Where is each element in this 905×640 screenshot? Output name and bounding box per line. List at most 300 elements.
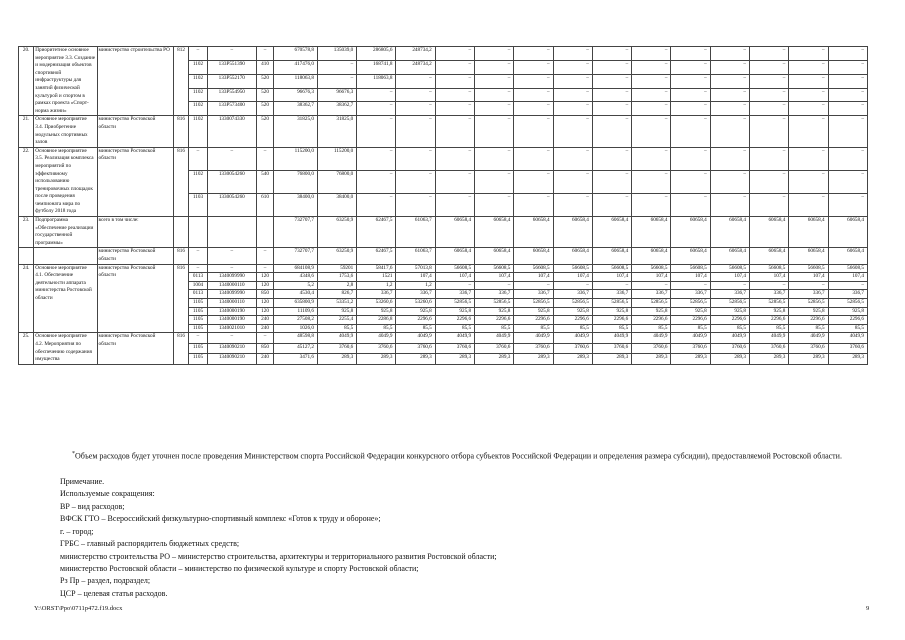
- amount-cell: 60658,4: [750, 248, 789, 264]
- amount-cell: 60658,4: [632, 248, 671, 264]
- amount-cell: 85,5: [475, 324, 514, 333]
- code-cell: [189, 217, 208, 248]
- event-name-cell: Подпрограмма «Обеспечение реализации государственной программы»: [34, 217, 97, 248]
- abbreviation-item: Рз Пр – раздел, подраздел;: [60, 576, 151, 586]
- amount-cell: –: [671, 193, 710, 216]
- code-cell: 1102: [189, 60, 208, 74]
- amount-cell: 2296,6: [592, 316, 631, 325]
- amount-cell: –: [553, 88, 592, 102]
- amount-cell: –: [514, 60, 553, 74]
- table-row: [19, 264, 868, 273]
- amount-cell: –: [789, 147, 828, 170]
- code-cell: 1102: [189, 116, 208, 147]
- amount-cell: –: [632, 102, 671, 116]
- amount-cell: 2296,6: [553, 316, 592, 325]
- amount-cell: 62467,5: [357, 217, 396, 248]
- amount-cell: 115200,0: [317, 147, 356, 170]
- amount-cell: 2296,6: [435, 316, 474, 325]
- amount-cell: 52856,5: [475, 299, 514, 308]
- amount-cell: 61063,7: [396, 217, 435, 248]
- code-cell: 1102: [189, 74, 208, 88]
- amount-cell: 56608,5: [632, 264, 671, 273]
- amount-cell: 60658,4: [671, 217, 710, 248]
- amount-cell: 3760,6: [632, 343, 671, 353]
- amount-cell: 925,8: [671, 307, 710, 316]
- amount-cell: 96676,3: [317, 88, 356, 102]
- amount-cell: 52856,5: [632, 299, 671, 308]
- amount-cell: 85,5: [514, 324, 553, 333]
- amount-cell: 4049,9: [671, 333, 710, 343]
- amount-cell: –: [475, 147, 514, 170]
- amount-cell: –: [592, 47, 631, 61]
- amount-cell: –: [514, 116, 553, 147]
- event-name-cell: Основное мероприятие 4.1. Обеспечение деятельности аппарата министерства Ростовской области: [34, 264, 97, 333]
- amount-cell: –: [789, 170, 828, 193]
- code-cell: 1102: [189, 88, 208, 102]
- code-cell: 1105: [189, 307, 208, 316]
- code-cell: –: [189, 47, 208, 61]
- amount-cell: 85,5: [632, 324, 671, 333]
- amount-cell: –: [396, 74, 435, 88]
- amount-cell: –: [789, 116, 828, 147]
- code-cell: 1103: [189, 193, 208, 216]
- amount-cell: 289,3: [553, 354, 592, 364]
- amount-cell: 168741,8: [357, 60, 396, 74]
- amount-cell: –: [553, 281, 592, 290]
- amount-cell: –: [553, 170, 592, 193]
- code-cell: 240: [256, 354, 273, 364]
- amount-cell: –: [357, 193, 396, 216]
- amount-cell: 925,8: [435, 307, 474, 316]
- table-row: [19, 333, 868, 343]
- amount-cell: 3760,6: [592, 343, 631, 353]
- amount-cell: –: [750, 281, 789, 290]
- amount-cell: 3760,6: [750, 343, 789, 353]
- row-number-cell: 22.: [19, 147, 34, 216]
- code-cell: 850: [256, 290, 273, 299]
- amount-cell: 925,8: [475, 307, 514, 316]
- row-number-cell: [19, 248, 34, 264]
- amount-cell: 85,5: [553, 324, 592, 333]
- amount-cell: 52856,5: [514, 299, 553, 308]
- code-cell: 410: [256, 60, 273, 74]
- amount-cell: 925,8: [789, 307, 828, 316]
- amount-cell: 2296,6: [396, 316, 435, 325]
- amount-cell: –: [671, 281, 710, 290]
- amount-cell: 925,8: [357, 307, 396, 316]
- notes-section: [60, 448, 870, 600]
- amount-cell: 289,3: [750, 354, 789, 364]
- amount-cell: 336,7: [396, 290, 435, 299]
- amount-cell: –: [357, 116, 396, 147]
- amount-cell: 38362,7: [317, 102, 356, 116]
- table-row: [19, 47, 868, 61]
- amount-cell: –: [435, 170, 474, 193]
- amount-cell: 107,4: [553, 273, 592, 282]
- amount-cell: 289,3: [592, 354, 631, 364]
- amount-cell: 2296,6: [789, 316, 828, 325]
- amount-cell: 60658,4: [828, 217, 867, 248]
- grbs-cell: 816: [173, 264, 188, 333]
- amount-cell: –: [632, 193, 671, 216]
- amount-cell: –: [592, 102, 631, 116]
- footnote: [60, 448, 870, 463]
- amount-cell: –: [475, 88, 514, 102]
- amount-cell: –: [710, 170, 749, 193]
- amount-cell: –: [317, 74, 356, 88]
- amount-cell: –: [396, 102, 435, 116]
- amount-cell: 925,8: [396, 307, 435, 316]
- table-row: [19, 147, 868, 170]
- amount-cell: 4049,9: [396, 333, 435, 343]
- amount-cell: 60658,4: [789, 217, 828, 248]
- amount-cell: 56608,5: [475, 264, 514, 273]
- amount-cell: 336,7: [828, 290, 867, 299]
- amount-cell: –: [828, 60, 867, 74]
- code-cell: 120: [256, 273, 273, 282]
- code-cell: 1340099990: [207, 273, 256, 282]
- code-cell: 1102: [189, 102, 208, 116]
- amount-cell: 4049,9: [592, 333, 631, 343]
- amount-cell: –: [750, 47, 789, 61]
- amount-cell: 289,3: [475, 354, 514, 364]
- code-cell: –: [207, 47, 256, 61]
- amount-cell: –: [514, 170, 553, 193]
- amount-cell: 3760,6: [514, 343, 553, 353]
- amount-cell: 38400,0: [317, 193, 356, 216]
- amount-cell: 53260,6: [357, 299, 396, 308]
- amount-cell: 925,8: [592, 307, 631, 316]
- amount-cell: 60658,4: [710, 217, 749, 248]
- amount-cell: 732707,7: [274, 217, 318, 248]
- responsible-cell: министерство Ростовской области: [97, 264, 173, 333]
- amount-cell: 336,7: [592, 290, 631, 299]
- amount-cell: 56608,5: [671, 264, 710, 273]
- amount-cell: 289,3: [828, 354, 867, 364]
- amount-cell: 3760,6: [475, 343, 514, 353]
- amount-cell: 85,5: [710, 324, 749, 333]
- code-cell: 520: [256, 116, 273, 147]
- amount-cell: 107,4: [750, 273, 789, 282]
- code-cell: 120: [256, 307, 273, 316]
- page-number: 9: [866, 605, 870, 612]
- code-cell: 1004: [189, 281, 208, 290]
- amount-cell: –: [671, 170, 710, 193]
- amount-cell: –: [553, 47, 592, 61]
- amount-cell: –: [632, 116, 671, 147]
- code-cell: 1340099990: [207, 290, 256, 299]
- code-cell: 120: [256, 299, 273, 308]
- amount-cell: 635800,9: [274, 299, 318, 308]
- amount-cell: –: [750, 60, 789, 74]
- amount-cell: 4049,9: [435, 333, 474, 343]
- file-path-footer: Y:\ORST\Ppo\0711p472.f19.docx: [34, 605, 123, 612]
- amount-cell: 925,8: [710, 307, 749, 316]
- code-cell: 1340000190: [207, 316, 256, 325]
- amount-cell: 248734,2: [396, 60, 435, 74]
- amount-cell: 58417,6: [357, 264, 396, 273]
- amount-cell: –: [828, 170, 867, 193]
- amount-cell: 2286,8: [357, 316, 396, 325]
- amount-cell: –: [789, 47, 828, 61]
- amount-cell: 60658,4: [710, 248, 749, 264]
- amount-cell: 336,7: [514, 290, 553, 299]
- code-cell: 1330054260: [207, 193, 256, 216]
- code-cell: 1105: [189, 343, 208, 353]
- code-cell: 520: [256, 88, 273, 102]
- code-cell: 133P554950: [207, 88, 256, 102]
- amount-cell: 52856,5: [710, 299, 749, 308]
- amount-cell: –: [710, 116, 749, 147]
- code-cell: 1105: [189, 354, 208, 364]
- amount-cell: –: [435, 281, 474, 290]
- amount-cell: 925,8: [750, 307, 789, 316]
- amount-cell: 3760,6: [828, 343, 867, 353]
- event-name-cell: Основное мероприятие 3.5. Реализация комплекса мероприятий по эффективному использованию тренировочных площадок после проведения чемпионата мира по футболу 2018 года: [34, 147, 97, 216]
- code-cell: 850: [256, 343, 273, 353]
- amount-cell: –: [435, 102, 474, 116]
- amount-cell: –: [632, 147, 671, 170]
- amount-cell: –: [750, 102, 789, 116]
- amount-cell: –: [710, 147, 749, 170]
- amount-cell: –: [553, 102, 592, 116]
- amount-cell: –: [710, 60, 749, 74]
- amount-cell: 107,4: [828, 273, 867, 282]
- amount-cell: –: [514, 47, 553, 61]
- amount-cell: –: [710, 281, 749, 290]
- amount-cell: –: [357, 102, 396, 116]
- amount-cell: –: [710, 74, 749, 88]
- amount-cell: –: [592, 88, 631, 102]
- amount-cell: 4049,9: [317, 333, 356, 343]
- amount-cell: 336,7: [750, 290, 789, 299]
- amount-cell: 3760,6: [789, 343, 828, 353]
- amount-cell: 107,4: [396, 273, 435, 282]
- amount-cell: 336,7: [357, 290, 396, 299]
- amount-cell: 56608,5: [514, 264, 553, 273]
- amount-cell: 53351,2: [317, 299, 356, 308]
- code-cell: 1340090210: [207, 354, 256, 364]
- amount-cell: –: [553, 116, 592, 147]
- amount-cell: 52856,5: [553, 299, 592, 308]
- amount-cell: 27508,2: [274, 316, 318, 325]
- code-cell: 1340000110: [207, 281, 256, 290]
- amount-cell: –: [750, 193, 789, 216]
- amount-cell: 1,2: [357, 281, 396, 290]
- code-cell: 610: [256, 193, 273, 216]
- amount-cell: –: [553, 147, 592, 170]
- code-cell: 133P551390: [207, 60, 256, 74]
- amount-cell: –: [671, 47, 710, 61]
- amount-cell: –: [396, 193, 435, 216]
- amount-cell: 60658,4: [632, 217, 671, 248]
- amount-cell: 60658,4: [553, 217, 592, 248]
- amount-cell: 3760,6: [553, 343, 592, 353]
- amount-cell: –: [396, 170, 435, 193]
- amount-cell: 85,5: [396, 324, 435, 333]
- amount-cell: 4049,9: [553, 333, 592, 343]
- code-cell: 1330074330: [207, 116, 256, 147]
- amount-cell: 60658,4: [592, 217, 631, 248]
- abbreviations-heading: Используемые сокращения:: [60, 489, 155, 499]
- code-cell: 240: [256, 324, 273, 333]
- amount-cell: 826,7: [317, 290, 356, 299]
- amount-cell: 56608,5: [710, 264, 749, 273]
- amount-cell: –: [789, 281, 828, 290]
- row-number-cell: 21.: [19, 116, 34, 147]
- responsible-cell: всего в том числе:: [97, 217, 173, 248]
- amount-cell: –: [632, 88, 671, 102]
- amount-cell: 1521: [357, 273, 396, 282]
- amount-cell: 289,3: [435, 354, 474, 364]
- budget-table-container: [18, 46, 868, 365]
- amount-cell: –: [671, 74, 710, 88]
- amount-cell: –: [514, 147, 553, 170]
- amount-cell: –: [475, 60, 514, 74]
- amount-cell: –: [632, 170, 671, 193]
- amount-cell: –: [514, 193, 553, 216]
- amount-cell: 2296,6: [671, 316, 710, 325]
- amount-cell: 11109,6: [274, 307, 318, 316]
- amount-cell: 60658,4: [514, 217, 553, 248]
- amount-cell: 289,3: [514, 354, 553, 364]
- footnote-mark: *: [72, 451, 75, 457]
- amount-cell: 85,5: [592, 324, 631, 333]
- amount-cell: 1753,6: [317, 273, 356, 282]
- row-number-cell: 20.: [19, 47, 34, 116]
- amount-cell: 670578,8: [274, 47, 318, 61]
- amount-cell: 2296,6: [475, 316, 514, 325]
- amount-cell: –: [710, 47, 749, 61]
- amount-cell: 107,4: [514, 273, 553, 282]
- grbs-cell: [173, 217, 188, 248]
- amount-cell: –: [435, 147, 474, 170]
- code-cell: –: [207, 333, 256, 343]
- code-cell: 1340021010: [207, 324, 256, 333]
- amount-cell: 4530,4: [274, 290, 318, 299]
- amount-cell: 118063,8: [357, 74, 396, 88]
- amount-cell: 336,7: [710, 290, 749, 299]
- amount-cell: 107,4: [632, 273, 671, 282]
- amount-cell: 925,8: [632, 307, 671, 316]
- amount-cell: 45127,2: [274, 343, 318, 353]
- amount-cell: –: [828, 74, 867, 88]
- amount-cell: 2296,6: [710, 316, 749, 325]
- event-name-cell: [34, 248, 97, 264]
- amount-cell: 31825,0: [274, 116, 318, 147]
- event-name-cell: Основное мероприятие 3.4. Приобретение модульных спортивных залов: [34, 116, 97, 147]
- amount-cell: 336,7: [632, 290, 671, 299]
- amount-cell: 60658,4: [514, 248, 553, 264]
- amount-cell: 62467,5: [357, 248, 396, 264]
- amount-cell: 60658,4: [475, 217, 514, 248]
- amount-cell: 56608,5: [789, 264, 828, 273]
- footnote-text: Объем расходов будет уточнен после проведения Министерством спорта Российской Федерации конкурсного отбора субъектов Российской Федерации и определения размера субсидии), предоставляемой Ростовской области.: [75, 451, 842, 461]
- amount-cell: 4049,9: [750, 333, 789, 343]
- amount-cell: 76800,0: [317, 170, 356, 193]
- amount-cell: 336,7: [789, 290, 828, 299]
- amount-cell: 52856,5: [750, 299, 789, 308]
- amount-cell: 48598,8: [274, 333, 318, 343]
- code-cell: –: [207, 264, 256, 273]
- amount-cell: –: [592, 60, 631, 74]
- code-cell: –: [189, 248, 208, 264]
- amount-cell: –: [592, 147, 631, 170]
- amount-cell: –: [671, 102, 710, 116]
- amount-cell: 52856,5: [592, 299, 631, 308]
- row-number-cell: 23.: [19, 217, 34, 248]
- code-cell: [207, 217, 256, 248]
- code-cell: –: [207, 248, 256, 264]
- amount-cell: 3760,6: [357, 343, 396, 353]
- amount-cell: 2296,6: [750, 316, 789, 325]
- amount-cell: –: [435, 88, 474, 102]
- amount-cell: –: [750, 74, 789, 88]
- amount-cell: –: [828, 88, 867, 102]
- abbreviation-item: министерство строительства РО – министерство строительства, архитектуры и территориального развития Ростовской области;: [60, 551, 497, 561]
- responsible-cell: министерство Ростовской области: [97, 333, 173, 364]
- amount-cell: –: [750, 147, 789, 170]
- note-title: Примечание.: [60, 477, 105, 487]
- code-cell: –: [256, 147, 273, 170]
- amount-cell: –: [357, 88, 396, 102]
- code-cell: –: [189, 333, 208, 343]
- abbreviation-item: ВР – вид расходов;: [60, 501, 125, 511]
- amount-cell: 52856,5: [828, 299, 867, 308]
- amount-cell: –: [592, 193, 631, 216]
- amount-cell: 56608,5: [750, 264, 789, 273]
- code-cell: 1330054260: [207, 170, 256, 193]
- amount-cell: 925,8: [317, 307, 356, 316]
- amount-cell: 85,5: [317, 324, 356, 333]
- amount-cell: 96676,3: [274, 88, 318, 102]
- row-number-cell: 24.: [19, 264, 34, 333]
- amount-cell: 2296,6: [632, 316, 671, 325]
- code-cell: 0113: [189, 290, 208, 299]
- amount-cell: 59201: [317, 264, 356, 273]
- amount-cell: 2255,4: [317, 316, 356, 325]
- amount-cell: 107,4: [789, 273, 828, 282]
- amount-cell: –: [435, 60, 474, 74]
- amount-cell: –: [592, 116, 631, 147]
- amount-cell: 2296,6: [514, 316, 553, 325]
- grbs-cell: 816: [173, 147, 188, 216]
- amount-cell: 38400,0: [274, 193, 318, 216]
- amount-cell: 85,5: [828, 324, 867, 333]
- amount-cell: 684108,9: [274, 264, 318, 273]
- amount-cell: –: [475, 116, 514, 147]
- amount-cell: –: [789, 102, 828, 116]
- amount-cell: 60658,4: [750, 217, 789, 248]
- table-row: [19, 248, 868, 264]
- amount-cell: –: [789, 193, 828, 216]
- event-name-cell: Основное мероприятие 4.2. Мероприятия по обеспечению содержания имущества: [34, 333, 97, 364]
- code-cell: –: [189, 147, 208, 170]
- amount-cell: 286805,6: [357, 47, 396, 61]
- amount-cell: 289,3: [789, 354, 828, 364]
- amount-cell: –: [357, 170, 396, 193]
- amount-cell: –: [750, 170, 789, 193]
- amount-cell: 85,5: [435, 324, 474, 333]
- amount-cell: –: [357, 147, 396, 170]
- abbreviation-item: ЦСР – целевая статья расходов.: [60, 588, 168, 598]
- amount-cell: 289,3: [632, 354, 671, 364]
- amount-cell: –: [435, 74, 474, 88]
- amount-cell: 2,8: [317, 281, 356, 290]
- amount-cell: –: [475, 193, 514, 216]
- amount-cell: –: [671, 116, 710, 147]
- code-cell: –: [256, 333, 273, 343]
